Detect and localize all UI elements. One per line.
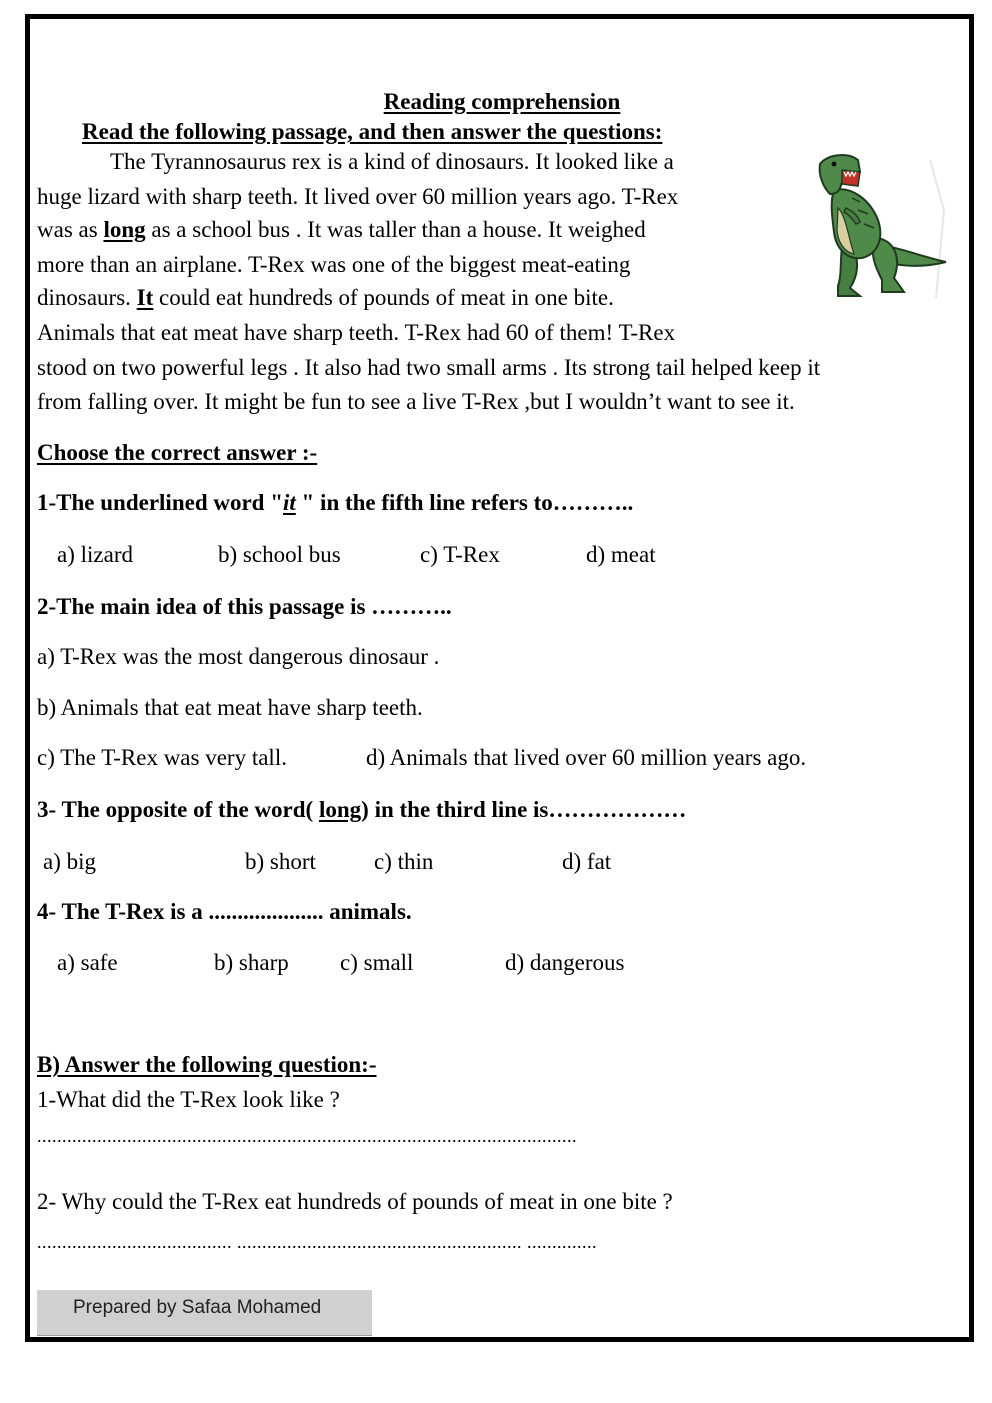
q2-option-a[interactable]: a) T-Rex was the most dangerous dinosaur . xyxy=(37,644,440,669)
passage-line: The Tyrannosaurus rex is a kind of dinosaurs. It looked like a xyxy=(110,149,674,174)
passage-text: dinosaurs. xyxy=(37,285,131,310)
passage-line: stood on two powerful legs . It also had two small arms . Its strong tail helped keep it xyxy=(37,355,821,380)
underlined-word-it: it xyxy=(283,490,296,515)
passage-line: Animals that eat meat have sharp teeth. T-Rex had 60 of them! T-Rex xyxy=(37,320,676,345)
section-b-heading: B) Answer the following question:- xyxy=(37,1052,377,1077)
question-2: 2-The main idea of this passage is ……….. xyxy=(37,594,452,619)
q1-option-a[interactable]: a) lizard xyxy=(57,542,133,567)
question-text: 1-The underlined word " xyxy=(37,490,283,515)
page-title: Reading comprehension xyxy=(383,89,621,114)
question-3 xyxy=(37,796,686,824)
q1-option-c[interactable]: c) T-Rex xyxy=(420,542,500,567)
q4-option-d[interactable]: d) dangerous xyxy=(505,950,625,975)
q4-option-a[interactable]: a) safe xyxy=(57,950,118,975)
t-rex-dinosaur-icon xyxy=(812,150,948,300)
q3-option-c[interactable]: c) thin xyxy=(374,849,434,874)
question-1 xyxy=(37,489,633,517)
question-text: ) in the third line is……………… xyxy=(361,797,687,822)
q3-option-b[interactable]: b) short xyxy=(245,849,316,874)
passage-line xyxy=(37,216,646,244)
q4-option-b[interactable]: b) sharp xyxy=(214,950,289,975)
q4-option-c[interactable]: c) small xyxy=(340,950,414,975)
q2-option-d[interactable]: d) Animals that lived over 60 million years ago. xyxy=(366,745,807,770)
passage-text: could eat hundreds of pounds of meat in one bite. xyxy=(159,285,614,310)
instruction-heading: Read the following passage, and then answer the questions: xyxy=(82,119,663,144)
open-question-1: 1-What did the T-Rex look like ? xyxy=(37,1087,340,1112)
q3-option-a[interactable]: a) big xyxy=(43,849,97,874)
q2-option-c[interactable]: c) The T-Rex was very tall. xyxy=(37,745,287,770)
q1-option-b[interactable]: b) school bus xyxy=(218,542,341,567)
passage-text: was as xyxy=(37,217,98,242)
credit-box xyxy=(37,1290,372,1336)
question-text: 3- The opposite of the word( xyxy=(37,797,319,822)
open-question-2: 2- Why could the T-Rex eat hundreds of pounds of meat in one bite ? xyxy=(37,1189,673,1214)
q3-option-d[interactable]: d) fat xyxy=(562,849,612,874)
question-text: " in the fifth line refers to……….. xyxy=(295,490,634,515)
passage-line: more than an airplane. T-Rex was one of the biggest meat-eating xyxy=(37,252,631,277)
passage-line: from falling over. It might be fun to see a live T-Rex ,but I wouldn’t want to see it. xyxy=(37,389,795,414)
passage-line xyxy=(37,284,614,312)
underlined-word-it: It xyxy=(136,285,154,310)
answer-line-1[interactable]: ............................................................................................................ xyxy=(37,1126,577,1146)
passage-line: huge lizard with sharp teeth. It lived over 60 million years ago. T-Rex xyxy=(37,184,679,209)
passage-text: as a school bus . It was taller than a house. It weighed xyxy=(151,217,646,242)
underlined-word-long: long xyxy=(103,217,146,242)
section-a-heading: Choose the correct answer :- xyxy=(37,440,318,465)
q1-option-d[interactable]: d) meat xyxy=(586,542,656,567)
question-4: 4- The T-Rex is a .................... animals. xyxy=(37,899,412,924)
answer-line-2[interactable]: ....................................... ......................................................... .............. xyxy=(37,1232,597,1252)
underlined-word-long: long xyxy=(318,797,362,822)
q2-option-b[interactable]: b) Animals that eat meat have sharp teeth. xyxy=(37,695,423,720)
credit-text: Prepared by Safaa Mohamed xyxy=(73,1297,322,1318)
